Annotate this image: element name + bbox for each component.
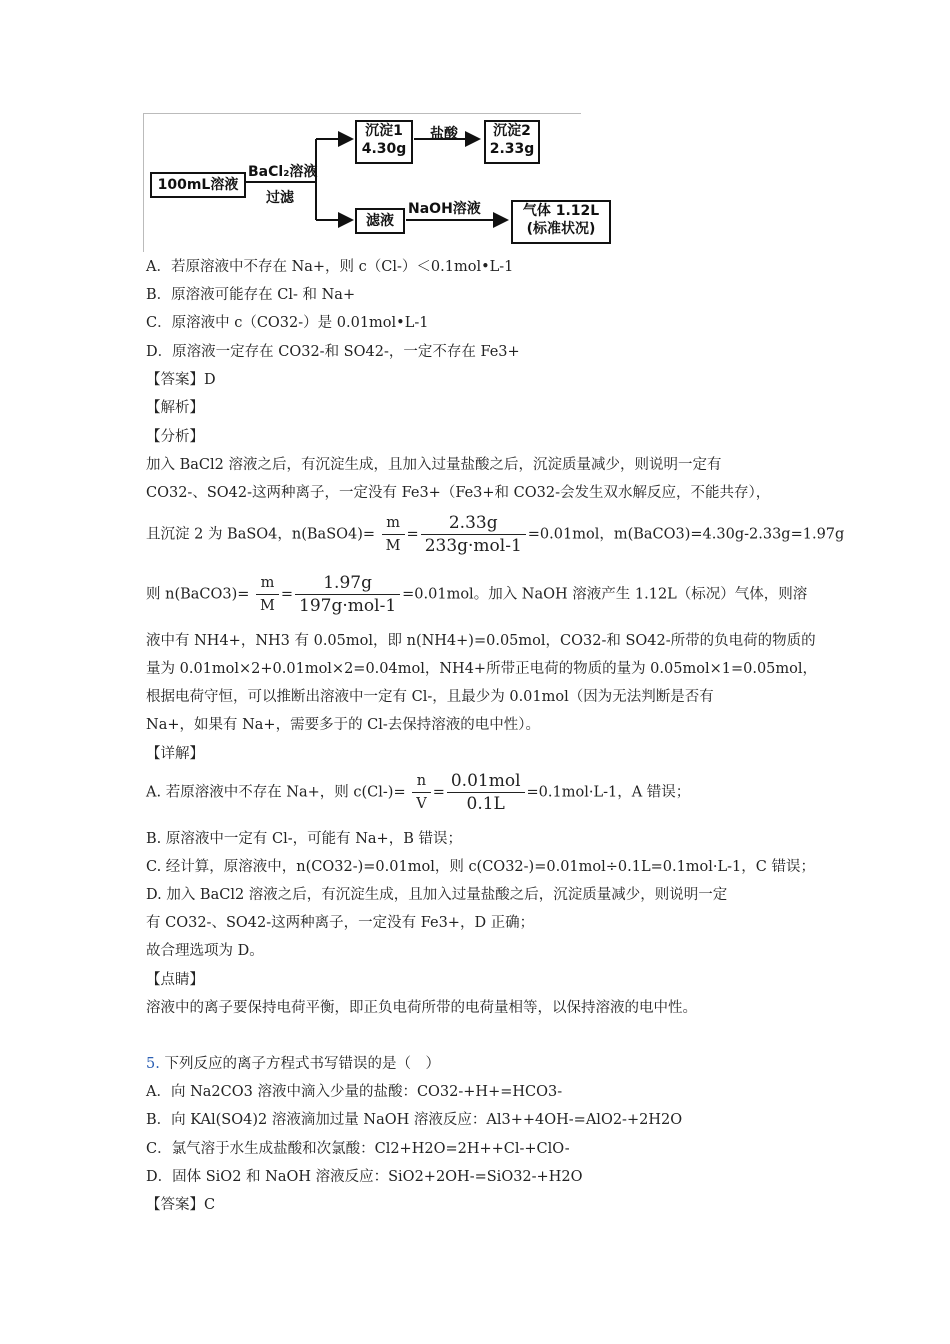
q4-detail-b: B. 原溶液中一定有 Cl-，可能有 Na+，B 错误；	[146, 831, 462, 847]
q4-jiexi-heading: 【解析】	[146, 400, 204, 416]
fraction-m-over-M: $\frac{m}{M}$	[382, 512, 405, 557]
q4-xiangjie-heading: 【详解】	[146, 746, 204, 762]
start-solution-box: 100mL溶液	[150, 172, 246, 198]
q4-option-c: C．原溶液中 c（CO32-）是 0.01mol•L-1	[146, 315, 429, 331]
fraction-n-over-V: $\frac{n}{V}$	[412, 770, 430, 815]
fraction-baco3: $\frac{1.97g}{\text{197g·mol-1}}$	[295, 572, 400, 617]
q4-answer: 【答案】D	[146, 372, 216, 388]
fraction-baso4: $\frac{2.33g}{\text{233g·mol-1}}$	[421, 512, 526, 557]
q4-conclusion: 故合理选项为 D。	[146, 943, 264, 959]
q4-analysis-p5: 液中有 NH4+，NH3 有 0.05mol，即 n(NH4+)=0.05mol，CO32-和 SO42-所带的负电荷的物质的	[146, 633, 816, 649]
q4-analysis-p8: Na+，如果有 Na+，需要多于的 Cl-去保持溶液的电中性）。	[146, 717, 541, 733]
q4-analysis-p2: CO32-、SO42-这两种离子，一定没有 Fe3+（Fe3+和 CO32-会发生双水解反应，不能共存），	[146, 485, 771, 501]
q4-analysis-p3: 且沉淀 2 为 BaSO4，n(BaSO4)= $\frac{m}{M}$ = $\frac{2.33g}{\text{233g·mol-1}}$ =0.01mol，m(BaCO3)=4.30g-2.33g=1.97g	[146, 513, 845, 556]
q5-option-d: D．固体 SiO2 和 NaOH 溶液反应：SiO2+2OH-=SiO32-+H2O	[146, 1169, 583, 1185]
q4-analysis-p4: 则 n(BaCO3)= $\frac{m}{M}$ = $\frac{1.97g}{\text{197g·mol-1}}$ =0.01mol。加入 NaOH 溶液产生 1.12L（标况）气体，则溶	[146, 573, 808, 616]
q4-analysis-p7: 根据电荷守恒，可以推断出溶液中一定有 Cl-，且最少为 0.01mol（因为无法判断是否有	[146, 689, 714, 705]
precipitate2-box: 沉淀2 2.33g	[484, 120, 540, 164]
q4-dianjing-heading: 【点睛】	[146, 972, 204, 988]
q4-analysis-p6: 量为 0.01mol×2+0.01mol×2=0.04mol，NH4+所带正电荷的物质的量为 0.05mol×1=0.05mol，	[146, 661, 818, 677]
q4-option-d: D．原溶液一定存在 CO32-和 SO42-，一定不存在 Fe3+	[146, 344, 520, 360]
fraction-concentration: $\frac{\text{0.01mol}}{0.1L}$	[447, 770, 525, 815]
q5-option-a: A．向 Na2CO3 溶液中滴入少量的盐酸：CO32-+H+=HCO3-	[146, 1084, 563, 1100]
reagent2-label: NaOH溶液	[408, 201, 481, 217]
filter-label: 过滤	[266, 190, 294, 206]
q4-detail-d1: D. 加入 BaCl2 溶液之后，有沉淀生成，且加入过量盐酸之后，沉淀质量减少，则说明一定	[146, 887, 728, 903]
q4-option-b: B．原溶液可能存在 Cl- 和 Na+	[146, 287, 356, 303]
acid-label: 盐酸	[430, 126, 458, 142]
gas-box: 气体 1.12L (标准状况)	[511, 200, 611, 244]
q4-fenxi-heading: 【分析】	[146, 429, 204, 445]
filtrate-box: 滤液	[355, 208, 405, 234]
q5-answer: 【答案】C	[146, 1197, 216, 1213]
q4-detail-a: A. 若原溶液中不存在 Na+，则 c(Cl-)= $\frac{n}{V}$ = $\frac{\text{0.01mol}}{0.1L}$ =0.1mol·L-1，A 错误；	[146, 771, 691, 814]
q4-dianjing-text: 溶液中的离子要保持电荷平衡，即正负电荷所带的电荷量相等，以保持溶液的电中性。	[146, 1000, 697, 1016]
q5-stem: 5. 下列反应的离子方程式书写错误的是（ ）	[146, 1056, 440, 1072]
fraction-m-over-M-2: $\frac{m}{M}$	[256, 572, 279, 617]
q5-option-b: B．向 KAl(SO4)2 溶液滴加过量 NaOH 溶液反应：Al3++4OH-=AlO2-+2H2O	[146, 1112, 683, 1128]
precipitate1-box: 沉淀1 4.30g	[355, 120, 413, 164]
q4-option-a: A．若原溶液中不存在 Na+，则 c（Cl-）＜0.1mol•L-1	[146, 259, 514, 275]
q5-option-c: C．氯气溶于水生成盐酸和次氯酸：Cl2+H2O=2H++Cl-+ClO-	[146, 1141, 570, 1157]
flow-diagram	[143, 113, 600, 252]
q5-number: 5.	[146, 1056, 160, 1072]
q4-detail-c: C. 经计算，原溶液中，n(CO32-)=0.01mol，则 c(CO32-)=0.01mol÷0.1L=0.1mol·L-1，C 错误；	[146, 859, 815, 875]
reagent1-label: BaCl₂溶液	[248, 164, 318, 180]
q4-analysis-p1: 加入 BaCl2 溶液之后，有沉淀生成，且加入过量盐酸之后，沉淀质量减少，则说明一定有	[146, 457, 722, 473]
q4-detail-d2: 有 CO32-、SO42-这两种离子，一定没有 Fe3+，D 正确；	[146, 915, 535, 931]
